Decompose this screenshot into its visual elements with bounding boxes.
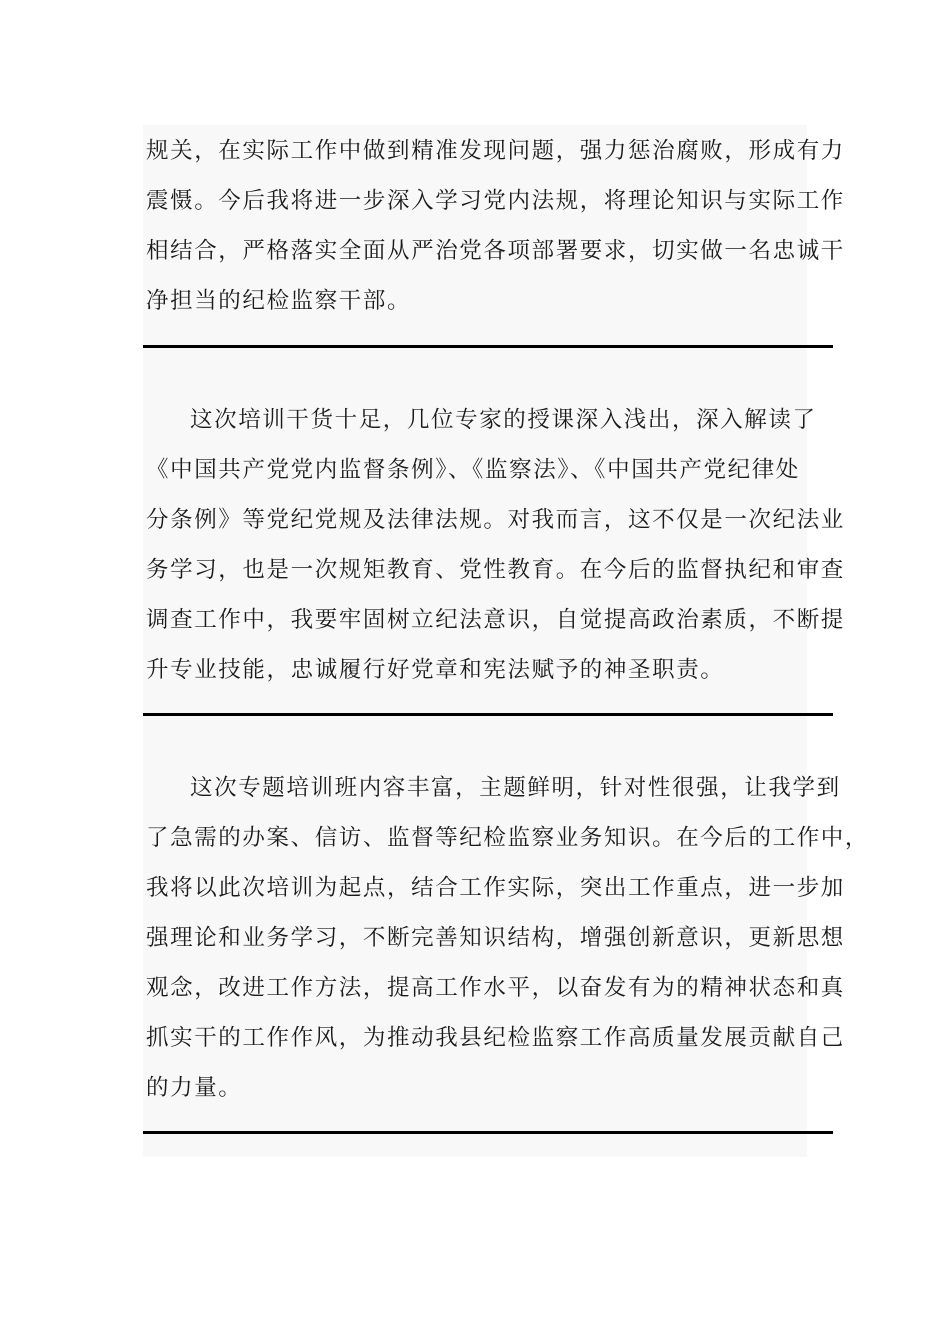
- section-2-line-2: 《中国共产党党内监督条例》、《监察法》、《中国共产党纪律处: [146, 457, 800, 483]
- section-3-line-3: 我将以此次培训为起点，结合工作实际，突出工作重点，进一步加: [146, 875, 845, 901]
- section-1-line-3: 相结合，严格落实全面从严治党各项部署要求，切实做一名忠诚干: [146, 238, 845, 264]
- section-divider: [143, 713, 833, 716]
- section-3-line-6: 抓实干的工作作风，为推动我县纪检监察工作高质量发展贡献自己: [146, 1025, 845, 1051]
- section-3-line-5: 观念，改进工作方法，提高工作水平，以奋发有为的精神状态和真: [146, 975, 845, 1001]
- section-2-line-4: 务学习，也是一次规矩教育、党性教育。在今后的监督执纪和审查: [146, 557, 845, 583]
- section-3-line-2: 了急需的办案、信访、监督等纪检监察业务知识。在今后的工作中，: [146, 825, 870, 851]
- section-2-line-1: 这次培训干货十足，几位专家的授课深入浅出，深入解读了: [190, 407, 817, 433]
- section-3-line-7: 的力量。: [146, 1075, 243, 1101]
- section-3-line-4: 强理论和业务学习，不断完善知识结构，增强创新意识，更新思想: [146, 925, 845, 951]
- section-2-line-6: 升专业技能，忠诚履行好党章和宪法赋予的神圣职责。: [146, 657, 725, 683]
- section-divider: [143, 345, 833, 348]
- section-3-line-1: 这次专题培训班内容丰富，主题鲜明，针对性很强，让我学到: [190, 775, 841, 801]
- section-2-line-5: 调查工作中，我要牢固树立纪法意识，自觉提高政治素质，不断提: [146, 607, 845, 633]
- section-1-line-1: 规关，在实际工作中做到精准发现问题，强力惩治腐败，形成有力: [146, 138, 845, 164]
- section-1-line-4: 净担当的纪检监察干部。: [146, 288, 412, 314]
- section-2-line-3: 分条例》等党纪党规及法律法规。对我而言，这不仅是一次纪法业: [146, 507, 845, 533]
- section-1-line-2: 震慑。今后我将进一步深入学习党内法规，将理论知识与实际工作: [146, 188, 845, 214]
- section-divider: [143, 1131, 833, 1134]
